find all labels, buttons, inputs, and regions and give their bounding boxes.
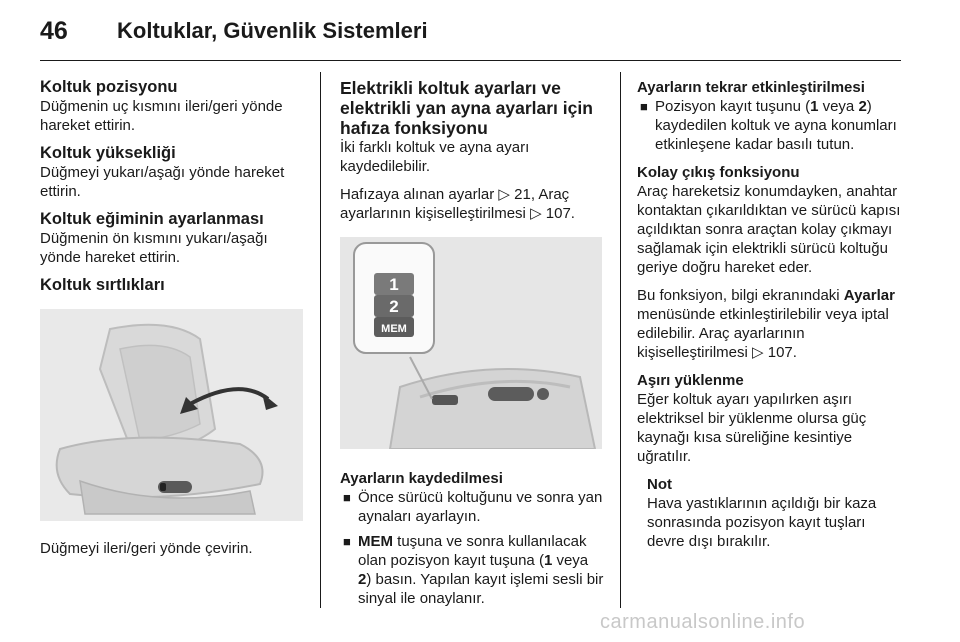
bullet-icon: ■ (640, 99, 648, 114)
section-title-seat-position: Koltuk pozisyonu (40, 78, 178, 96)
note-title: Not (647, 476, 672, 493)
svg-text:2: 2 (389, 297, 399, 316)
section-title-overload: Aşırı yüklenme (637, 372, 744, 389)
page-title: Koltuklar, Güvenlik Sistemleri (117, 18, 428, 43)
section-title-memory: Elektrikli koltuk ayarları ve elektrikli yan ayna ayarları için hafıza fonksiyonu (340, 78, 593, 138)
section-title-seat-height: Koltuk yüksekliği (40, 144, 176, 162)
column-divider-1 (320, 72, 321, 608)
bullet-icon: ■ (343, 490, 351, 505)
section-title-backrests: Koltuk sırtlıkları (40, 276, 165, 294)
seat-memory-illustration (340, 237, 602, 449)
note-box (637, 475, 903, 551)
backrest-figure (40, 309, 303, 521)
section-title-seat-tilt: Koltuk eğiminin ayarlanması (40, 210, 264, 228)
column-divider-2 (620, 72, 621, 608)
page-ref-icon: ▷ (498, 186, 510, 203)
backrest-caption: Düğmeyi ileri/geri yönde çevirin. (40, 540, 253, 557)
page-header (0, 0, 960, 62)
seat-position-text: Düğmenin uç kısmını ileri/geri yönde hareket ettirin. (40, 98, 283, 134)
section-title-reactivation: Ayarların tekrar etkinleştirilmesi (637, 79, 865, 96)
svg-text:MEM: MEM (381, 323, 407, 335)
list-item: ■ Önce sürücü koltuğunu ve sonra yan aynaları ayarlayın. (343, 489, 603, 525)
seat-tilt-text: Düğmenin ön kısmını yukarı/aşağı yönde hareket ettirin. (40, 230, 268, 266)
seat-backrest-illustration (40, 309, 303, 521)
section-title-saving: Ayarların kaydedilmesi (340, 470, 503, 487)
easy-exit-text: Araç hareketsiz konumdayken, anahtar kontaktan çıkarıldıktan ve sürücü kapısı açıldıktan sonra araçtan kolay çıkmayı sağlamak için elektrikli sürücü koltuğu geriye doğru hareket eder. (637, 183, 901, 276)
middle-column (340, 78, 605, 608)
note-text: Hava yastıklarının açıldığı bir kaza sonrasında pozisyon kayıt tuşları devre dışı bırakılır. (647, 495, 877, 550)
header-rule (40, 60, 901, 61)
memory-reference: Hafızaya alınan ayarlar ▷ 21, Araç ayarlarının kişiselleştirilmesi ▷ 107. (340, 186, 575, 222)
list-item: ■ MEM tuşuna ve sonra kullanılacak olan pozisyon kayıt tuşuna (1 veya 2) basın. Yapılan kayıt işlemi sesli bir sinyal ile onaylanır. (343, 533, 604, 607)
left-column (40, 78, 306, 558)
watermark: carmanualsonline.info (600, 611, 806, 633)
section-title-easy-exit: Kolay çıkış fonksiyonu (637, 164, 800, 181)
list-item: ■ Pozisyon kayıt tuşunu (1 veya 2) kaydedilen koltuk ve ayna konumları etkinleşene kadar basılı tutun. (640, 98, 897, 153)
page-ref-icon: ▷ (752, 344, 764, 361)
right-column (637, 78, 903, 551)
seat-height-text: Düğmeyi yukarı/aşağı yönde hareket ettirin. (40, 164, 285, 200)
memory-figure (340, 237, 602, 449)
bullet-icon: ■ (343, 534, 351, 549)
page-number: 46 (40, 17, 68, 45)
memory-intro: İki farklı koltuk ve ayna ayarı kaydedilebilir. (340, 139, 530, 175)
settings-menu-text: Bu fonksiyon, bilgi ekranındaki Ayarlar menüsünde etkinleştirilebilir veya iptal edilebilir. Araç ayarlarının kişiselleştirilmesi ▷ 107. (637, 287, 895, 361)
svg-text:1: 1 (389, 275, 399, 294)
overload-text: Eğer koltuk ayarı yapılırken aşırı elektriksel bir yüklenme olursa güç kaynağı kısa süreliğine kesintiye uğratılır. (637, 391, 867, 465)
page-ref-icon: ▷ (530, 205, 542, 222)
